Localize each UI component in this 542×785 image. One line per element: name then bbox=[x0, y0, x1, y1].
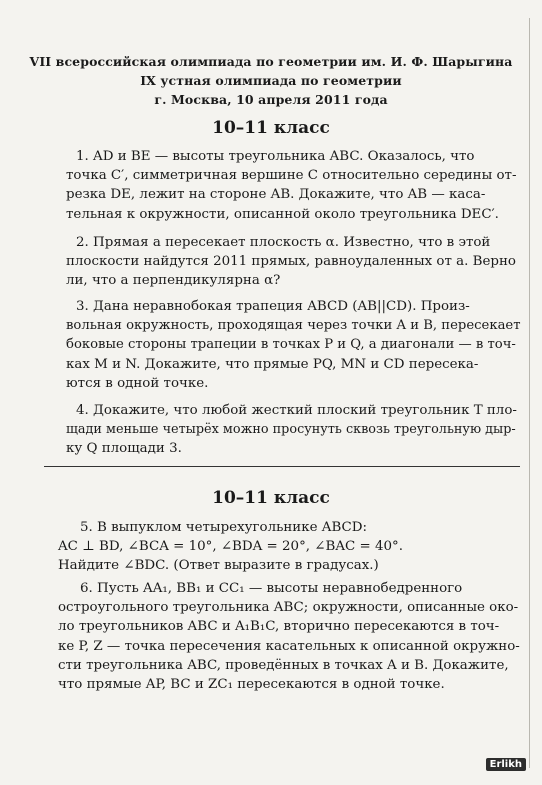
problem-line: что прямые AP, BC и ZC₁ пересекаются в одной точке. bbox=[58, 677, 445, 693]
section-title-1: 10–11 класс bbox=[212, 118, 330, 138]
problem-line: сти треугольника ABC, проведённых в точках A и B. Докажите, bbox=[58, 657, 509, 673]
problem-line: тельная к окружности, описанной около треугольника DEC′. bbox=[66, 206, 499, 222]
watermark-label: Erlikh bbox=[486, 758, 526, 771]
problem-line: Найдите ∠BDC. (Ответ выразите в градусах.) bbox=[58, 558, 379, 574]
problem-line: 4. Докажите, что любой жесткий плоский треугольник T пло- bbox=[76, 403, 517, 418]
olympiad-date: г. Москва, 10 апреля 2011 года bbox=[154, 92, 388, 107]
problem-line: 1. AD и BE — высоты треугольника ABC. Оказалось, что bbox=[76, 149, 475, 164]
problem-line: точка C′, симметричная вершине C относительно середины от- bbox=[66, 168, 517, 184]
problem-line: вольная окружность, проходящая через точки A и B, пересекает bbox=[66, 318, 521, 334]
problem-line: щади меньше четырёх можно просунуть сквозь треугольную дыр- bbox=[66, 422, 516, 438]
problem-line: ках M и N. Докажите, что прямые PQ, MN и CD пересека- bbox=[66, 356, 479, 372]
problem-line: боковые стороны трапеции в точках P и Q, а диагонали — в точ- bbox=[66, 337, 516, 353]
problem-5 bbox=[58, 518, 523, 576]
problem-line: 2. Прямая a пересекает плоскость α. Известно, что в этой bbox=[76, 235, 491, 250]
problem-4 bbox=[66, 401, 521, 459]
olympiad-title: VII всероссийская олимпиада по геометрии им. И. Ф. Шарыгина bbox=[29, 54, 513, 69]
problem-line: резка DE, лежит на стороне AB. Докажите, что AB — каса- bbox=[66, 187, 486, 203]
problem-line: AC ⊥ BD, ∠BCA = 10°, ∠BDA = 20°, ∠BAC = 40°. bbox=[58, 539, 403, 555]
problem-line: ку Q площади 3. bbox=[66, 441, 182, 457]
problem-line: плоскости найдутся 2011 прямых, равноудаленных от a. Верно bbox=[66, 254, 516, 270]
problem-line: ло треугольников ABC и A₁B₁C, вторично пересекаются в точ- bbox=[58, 619, 500, 635]
section-divider bbox=[44, 466, 520, 467]
problem-2 bbox=[66, 233, 521, 291]
problem-3 bbox=[66, 297, 521, 393]
problem-line: 3. Дана неравнобокая трапеция ABCD (AB||CD). Произ- bbox=[76, 299, 470, 314]
problem-6 bbox=[58, 579, 523, 694]
problem-1 bbox=[66, 147, 521, 224]
problem-line: ке P, Z — точка пересечения касательных к описанной окружно- bbox=[58, 638, 520, 654]
problem-line: ли, что a перпендикулярна α? bbox=[66, 273, 281, 289]
problem-line: 5. В выпуклом четырехугольнике ABCD: bbox=[80, 520, 368, 535]
olympiad-subtitle: IX устная олимпиада по геометрии bbox=[140, 73, 402, 88]
problem-line: 6. Пусть AA₁, BB₁ и CC₁ — высоты неравнобедренного bbox=[80, 581, 463, 596]
problem-line: остроугольного треугольника ABC; окружности, описанные око- bbox=[58, 600, 519, 616]
problem-line: ются в одной точке. bbox=[66, 375, 209, 391]
section-title-2: 10–11 класс bbox=[212, 488, 330, 508]
